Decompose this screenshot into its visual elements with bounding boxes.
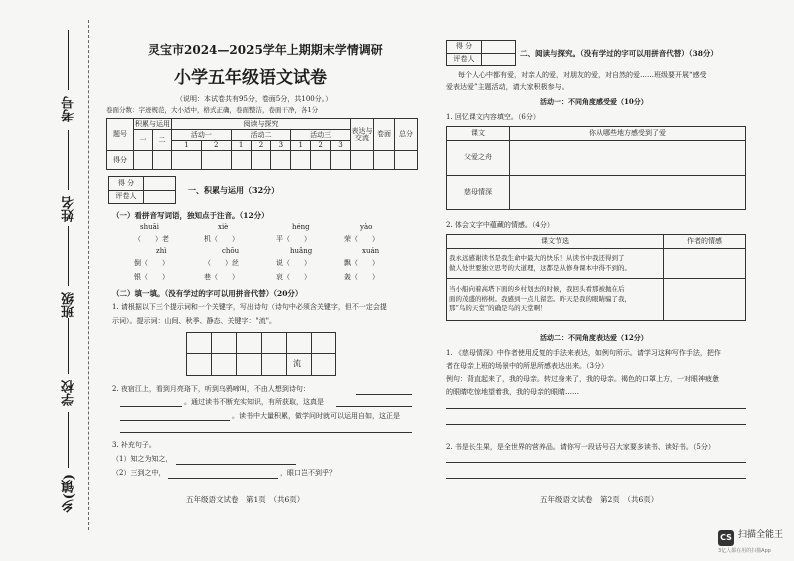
mini-score-label: 得 分 — [109, 177, 144, 191]
q3-1: （1）知之为知之， — [112, 455, 173, 463]
recall-header-text: 课文 — [447, 127, 510, 141]
name-label: 姓名 — [62, 196, 77, 222]
blank-line[interactable] — [168, 478, 278, 479]
chars-1c: 平（ ） — [276, 235, 311, 243]
pinyin-4: yào — [360, 223, 373, 231]
q2-1b: 示词）。提示词：山间、秋季、静态、关键字："流"。 — [112, 317, 276, 325]
scanner-app-slogan: 3亿人都在用的扫描App — [718, 548, 771, 554]
r-q3d: 的眼睛吃惊地望着我，我的母亲的眼睛…… — [446, 388, 579, 396]
excerpt-2b: 面的茂盛的榕树。我感到一点儿留恋。昨天是我的眼睛骗了我， — [449, 294, 631, 303]
answer-grid[interactable] — [186, 332, 336, 376]
chars-2a: 倒（ ） — [134, 259, 169, 267]
section1-title: 一、积累与运用（32分） — [188, 185, 280, 195]
mini-score-cell[interactable] — [144, 177, 176, 191]
score-cell[interactable] — [172, 151, 202, 170]
blank-line[interactable] — [176, 464, 296, 465]
num-cell: 2 — [311, 140, 331, 150]
scanner-app-name: 扫描全能王 — [738, 530, 784, 540]
q2-1: 1. 请根据以下三个提示词和一个关键字，写出诗句（诗句中必须含关键字，但不一定会提 — [112, 303, 387, 311]
num-cell: 3 — [271, 140, 291, 150]
grid-divider — [236, 333, 237, 375]
r-q1: 1. 回忆课文内容填空。（6分） — [446, 113, 540, 121]
r-q3a: 1. 《慈母情深》中作者使用反复的手法来表达，如例句所示。请学习这种写作手法，把作 — [446, 349, 721, 357]
r-q3c: 例句：背直起来了，我的母亲。转过身来了，我的母亲。褐色的口罩上方，一对眼神疲惫 — [446, 375, 719, 383]
q2-title: （二）填一填。（没有学过的字可以用拼音代替）（20分） — [112, 289, 303, 298]
intro-1: 每个人心中都有爱，对亲人的爱，对朋友的爱，对自然的爱……班级要开展“感受 — [458, 71, 707, 79]
chars-3d: 轰（ ） — [344, 273, 379, 281]
score-table — [106, 118, 418, 170]
blank-line[interactable] — [120, 432, 412, 433]
emotion-header-feeling: 作者的情感 — [664, 235, 746, 249]
pinyin-7: huǎng — [290, 247, 313, 255]
excerpt-2 — [447, 279, 664, 321]
q3-2b: ，眼口岂不到乎？ — [280, 469, 336, 477]
blank-line[interactable] — [356, 394, 412, 395]
name-line — [68, 130, 69, 190]
intro-2: 爱表达爱”主题活动，请大家积极参与。 — [446, 83, 569, 91]
excerpt-2c: 那“鸟的天堂”的确是鸟的天堂啊！ — [449, 304, 547, 313]
note1: （说明：本试卷共有95分，卷面5分，共100分。） — [176, 95, 333, 103]
emotion-table — [446, 234, 746, 321]
recall-row-fathers-boat: 父爱之舟 — [447, 141, 510, 175]
score-cell[interactable] — [251, 151, 271, 170]
pinyin-8: xuán — [362, 247, 380, 255]
score-cell[interactable] — [311, 151, 331, 170]
pinyin-2: xiè — [218, 223, 229, 231]
chars-1d: 荣（ ） — [344, 235, 379, 243]
mini-grader-cell[interactable] — [144, 190, 176, 204]
activity2-title: 活动二：不同角度表达爱（12分） — [540, 333, 648, 342]
grid-divider — [261, 333, 262, 375]
r-q2: 2. 体会文字中蕴藏的情感。（4分） — [446, 221, 554, 229]
label-question-no: 题号 — [107, 119, 134, 151]
mini-grader-label: 评卷人 — [447, 53, 482, 66]
exam-no-label: 考号 — [62, 96, 77, 122]
score-cell[interactable] — [134, 151, 153, 170]
answer-line[interactable] — [446, 462, 746, 463]
mini-score-cell[interactable] — [482, 41, 516, 54]
pinyin-1: shuāi — [140, 223, 160, 231]
note2: 卷面分数：字迹规范，大小适中，格式正确，卷面整洁，卷面干净，各1分 — [106, 106, 319, 114]
q3-2: （2）三到之中， — [112, 469, 166, 477]
q3-title: 3. 补充句子。 — [112, 441, 156, 449]
feeling-answer-cell[interactable] — [664, 279, 746, 321]
chars-2c: 说（ ） — [276, 259, 311, 267]
class-line — [68, 226, 69, 286]
grid-given-char: 流 — [293, 359, 301, 368]
town-line — [68, 412, 69, 468]
recall-header-love: 你从哪些地方感受到了爱 — [510, 127, 746, 141]
emotion-header-excerpt: 课文节选 — [447, 235, 664, 249]
title-line1: 灵宝市2024—2025学年上期期末学情调研 — [148, 43, 383, 57]
scanner-logo-icon: CS — [718, 530, 734, 546]
exam-no-line — [68, 30, 69, 90]
recall-answer-cell[interactable] — [510, 175, 746, 209]
excerpt-1b: 做人处世要独立思考的大道理，这都是从修身课本中得不到的。 — [449, 263, 631, 272]
chars-3a: 银（ ） — [134, 273, 169, 281]
pinyin-5: zhì — [156, 247, 167, 255]
chars-1a: （ ）老 — [134, 235, 169, 243]
class-label: 班级 — [62, 292, 77, 318]
col-act1: 活动一 — [172, 130, 232, 140]
mini-score-label: 得 分 — [447, 41, 482, 54]
town-label: 乡(镇) — [62, 474, 77, 513]
num-cell: 1 — [172, 140, 202, 150]
school-label: 学校 — [62, 380, 77, 406]
col-act3: 活动三 — [291, 130, 351, 140]
r-q3b: 者在母亲上班的场景中的所思所感表达出来。（3分） — [446, 362, 608, 370]
mini-score-box-1 — [108, 176, 176, 204]
title-line2: 小学五年级语文试卷 — [174, 68, 327, 88]
num-cell: 1 — [291, 140, 311, 150]
col-paper: 卷面 — [374, 119, 395, 151]
q2-2b: 。通过读书不断充实知识，有所获取，这真是 — [184, 398, 324, 406]
q2-2c: 。读书中大量积累，做学问时就可以运用自如，这正是 — [232, 412, 400, 420]
col-act2: 活动二 — [231, 130, 291, 140]
col-sub2: 二 — [153, 130, 172, 151]
recall-row-mothers-love: 慈母情深 — [447, 175, 510, 209]
mini-grader-cell[interactable] — [482, 53, 516, 66]
label-score: 得分 — [107, 151, 134, 170]
group-reading: 阅读与探究 — [172, 119, 351, 130]
mini-score-box-2 — [446, 40, 516, 66]
binding-dash-line — [88, 20, 89, 530]
score-cell[interactable] — [291, 151, 311, 170]
chars-2b: （ ）丝 — [204, 259, 239, 267]
chars-2d: 飘（ ） — [344, 259, 379, 267]
score-cell[interactable] — [231, 151, 251, 170]
answer-line[interactable] — [446, 424, 746, 425]
num-cell: 1 — [231, 140, 251, 150]
score-cell[interactable] — [331, 151, 351, 170]
col-total: 总分 — [395, 119, 418, 151]
mini-grader-label: 评卷人 — [109, 190, 144, 204]
pinyin-3: héng — [292, 223, 310, 231]
footer-page2: 五年级语文试卷 第2页 （共6页） — [540, 495, 659, 504]
score-cell[interactable] — [351, 151, 374, 170]
grid-divider — [311, 333, 312, 375]
score-cell[interactable] — [395, 151, 418, 170]
blank-line[interactable] — [120, 406, 182, 407]
group-accumulate: 积累与运用 — [134, 119, 172, 130]
q2-2: 2. 夜宿江上，看到月亮珞下，听到乌鸦啼叫，不由人想到诗句： — [112, 385, 310, 393]
r-q4: 2. 书是长生果，是全世界的营养品。请你写一段话号召大家要多读书、读好书。（5分） — [446, 443, 715, 451]
score-cell[interactable] — [374, 151, 395, 170]
section2-title: 二、阅读与探究。（没有学过的字可以用拼音代替）（38分） — [520, 49, 718, 58]
activity1-title: 活动一：不同角度感受爱（10分） — [540, 97, 648, 106]
school-line — [68, 318, 69, 374]
col-express: 表达与交流 — [351, 119, 374, 151]
num-cell: 2 — [201, 140, 231, 150]
answer-line[interactable] — [446, 408, 746, 409]
grid-divider — [211, 333, 212, 375]
pinyin-6: chōu — [222, 247, 240, 255]
blank-line[interactable] — [336, 406, 412, 407]
chars-3b: 巷（ ） — [204, 273, 239, 281]
feeling-answer-cell[interactable] — [664, 249, 746, 279]
excerpt-1a: 我永远感谢读书是我生命中最大的快乐！从读书中我还得到了 — [449, 253, 625, 262]
grid-divider — [286, 333, 287, 375]
chars-1b: 机（ ） — [204, 235, 239, 243]
recall-table — [446, 126, 746, 210]
num-cell: 2 — [251, 140, 271, 150]
excerpt-1 — [447, 249, 664, 279]
score-cell[interactable] — [201, 151, 231, 170]
answer-line[interactable] — [446, 478, 746, 479]
col-sub1: 一 — [134, 130, 153, 151]
recall-answer-cell[interactable] — [510, 141, 746, 175]
score-cell[interactable] — [271, 151, 291, 170]
footer-page1: 五年级语文试卷 第1页 （共6页） — [186, 495, 305, 504]
score-cell[interactable] — [153, 151, 172, 170]
q1-title: （一）看拼音写词语，独知点于注音。（12分） — [112, 211, 269, 220]
blank-line[interactable] — [120, 420, 230, 421]
num-cell: 3 — [331, 140, 351, 150]
excerpt-2a: 当小船向着高塔下面的乡村划去的时候，我回头看那被抛在后 — [449, 284, 625, 293]
chars-3c: 哀（ ） — [276, 273, 311, 281]
